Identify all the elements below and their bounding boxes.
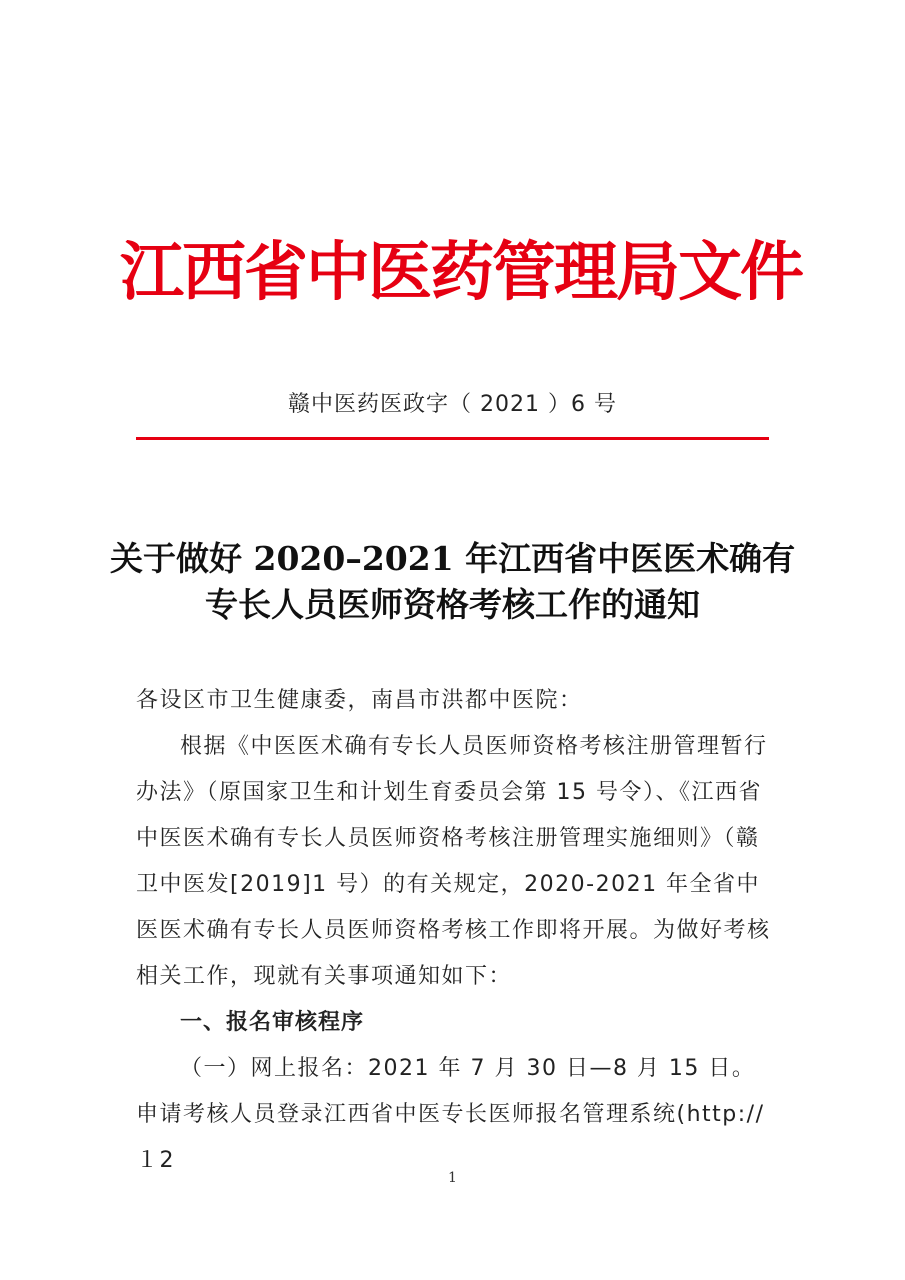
notice-title-line-1: 关于做好 2020–2021 年江西省中医医术确有 bbox=[110, 539, 796, 578]
salutation: 各设区市卫生健康委，南昌市洪都中医院： bbox=[136, 688, 583, 713]
page-number: 1 bbox=[448, 1170, 457, 1186]
document-body bbox=[136, 678, 776, 1184]
document-number: 赣中医药医政字（ 2021 ）6 号 bbox=[288, 392, 617, 417]
masthead-title: 江西省中医药管理局文件 bbox=[120, 236, 802, 310]
notice-title bbox=[110, 536, 795, 628]
notice-title-line-2: 专长人员医师资格考核工作的通知 bbox=[205, 585, 700, 624]
red-separator-line bbox=[136, 437, 769, 440]
body-paragraph-1: 根据《中医医术确有专长人员医师资格考核注册管理暂行办法》（原国家卫生和计划生育委员会第 15 号令）、《江西省中医医术确有专长人员医师资格考核注册管理实施细则》（赣卫中医发[2019]1 号）的有关规定，2020-2021 年全省中医医术确有专长人员医师资格考核工作即将开展。为做好考核相关工作，现就有关事项通知如下： bbox=[136, 734, 771, 989]
section-heading-1: 一、报名审核程序 bbox=[180, 1010, 365, 1035]
body-paragraph-2: （一）网上报名：2021 年 7 月 30 日—8 月 15 日。申请考核人员登录江西省中医专长医师报名管理系统(http://１2 bbox=[136, 1056, 765, 1173]
